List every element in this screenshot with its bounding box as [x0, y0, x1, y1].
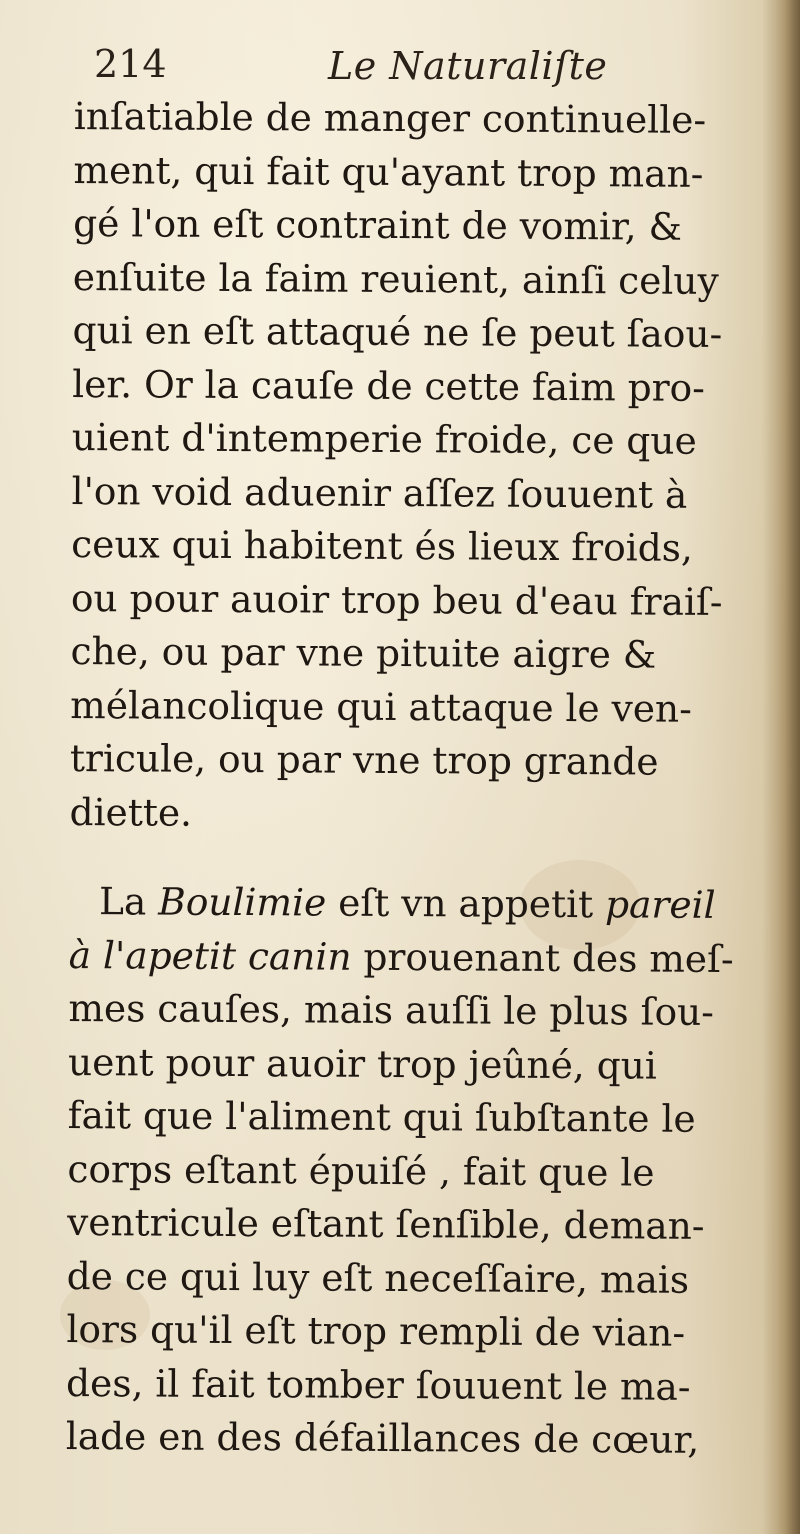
text-line — [69, 875, 745, 933]
text-line: ventricule eſtant ſenſible, deman- — [66, 1199, 705, 1248]
paragraph-gap — [69, 839, 745, 879]
text-line: inſatiable de manger continuelle- — [73, 93, 707, 142]
text-line: mélancolique qui attaque le ven- — [70, 682, 692, 731]
text-run: La — [98, 879, 159, 924]
italic-term: Boulimie — [158, 879, 327, 925]
page-header — [90, 30, 730, 100]
running-title: Le Naturaliſte — [328, 44, 608, 88]
text-line: l'on void aduenir aſſez ſouuent à — [71, 468, 688, 517]
text-line: ment, qui fait qu'ayant trop man- — [73, 147, 704, 196]
page-number: 214 — [94, 42, 167, 86]
text-line: mes cauſes, mais auſſi le plus ſou- — [68, 985, 715, 1034]
text-run: eſt vn appetit — [326, 880, 606, 927]
text-line: corps eſtant épuiſé , fait que le — [67, 1146, 655, 1195]
text-line: uient d'intemperie froide, ce que — [71, 414, 697, 463]
italic-run: pareil — [604, 882, 716, 927]
text-line: diette. — [69, 789, 193, 835]
body-text — [66, 90, 750, 1468]
text-line: enſuite la faim reuient, ainſi celuy — [72, 254, 719, 303]
text-line: qui en eſt attaqué ne ſe peut ſaou- — [72, 307, 723, 356]
text-line — [69, 928, 745, 986]
page-gutter-shadow — [762, 0, 800, 1534]
text-line: lors qu'il eſt trop rempli de vian- — [66, 1306, 686, 1355]
text-line: che, ou par vne pituite aigre & — [70, 628, 657, 677]
italic-run: à l'apetit canin — [68, 932, 352, 979]
text-line: fait que l'aliment qui ſubſtante le — [67, 1092, 696, 1141]
text-line: de ce qui luy eſt neceſſaire, mais — [66, 1253, 690, 1302]
text-line: uent pour auoir trop jeûné, qui — [67, 1039, 657, 1088]
text-line: ler. Or la cauſe de cette faim pro- — [72, 361, 705, 410]
text-line: lade en des défaillances de cœur, — [65, 1413, 700, 1462]
text-line: gé l'on eſt contraint de vomir, & — [73, 200, 683, 249]
text-line: ou pour auoir trop beu d'eau fraiſ- — [70, 575, 723, 624]
text-run: prouenant des meſ- — [351, 934, 734, 981]
text-line: des, il fait tomber ſouuent le ma- — [65, 1360, 691, 1409]
text-line: ceux qui habitent és lieux froids, — [71, 521, 694, 570]
text-line: tricule, ou par vne trop grande — [69, 735, 659, 784]
